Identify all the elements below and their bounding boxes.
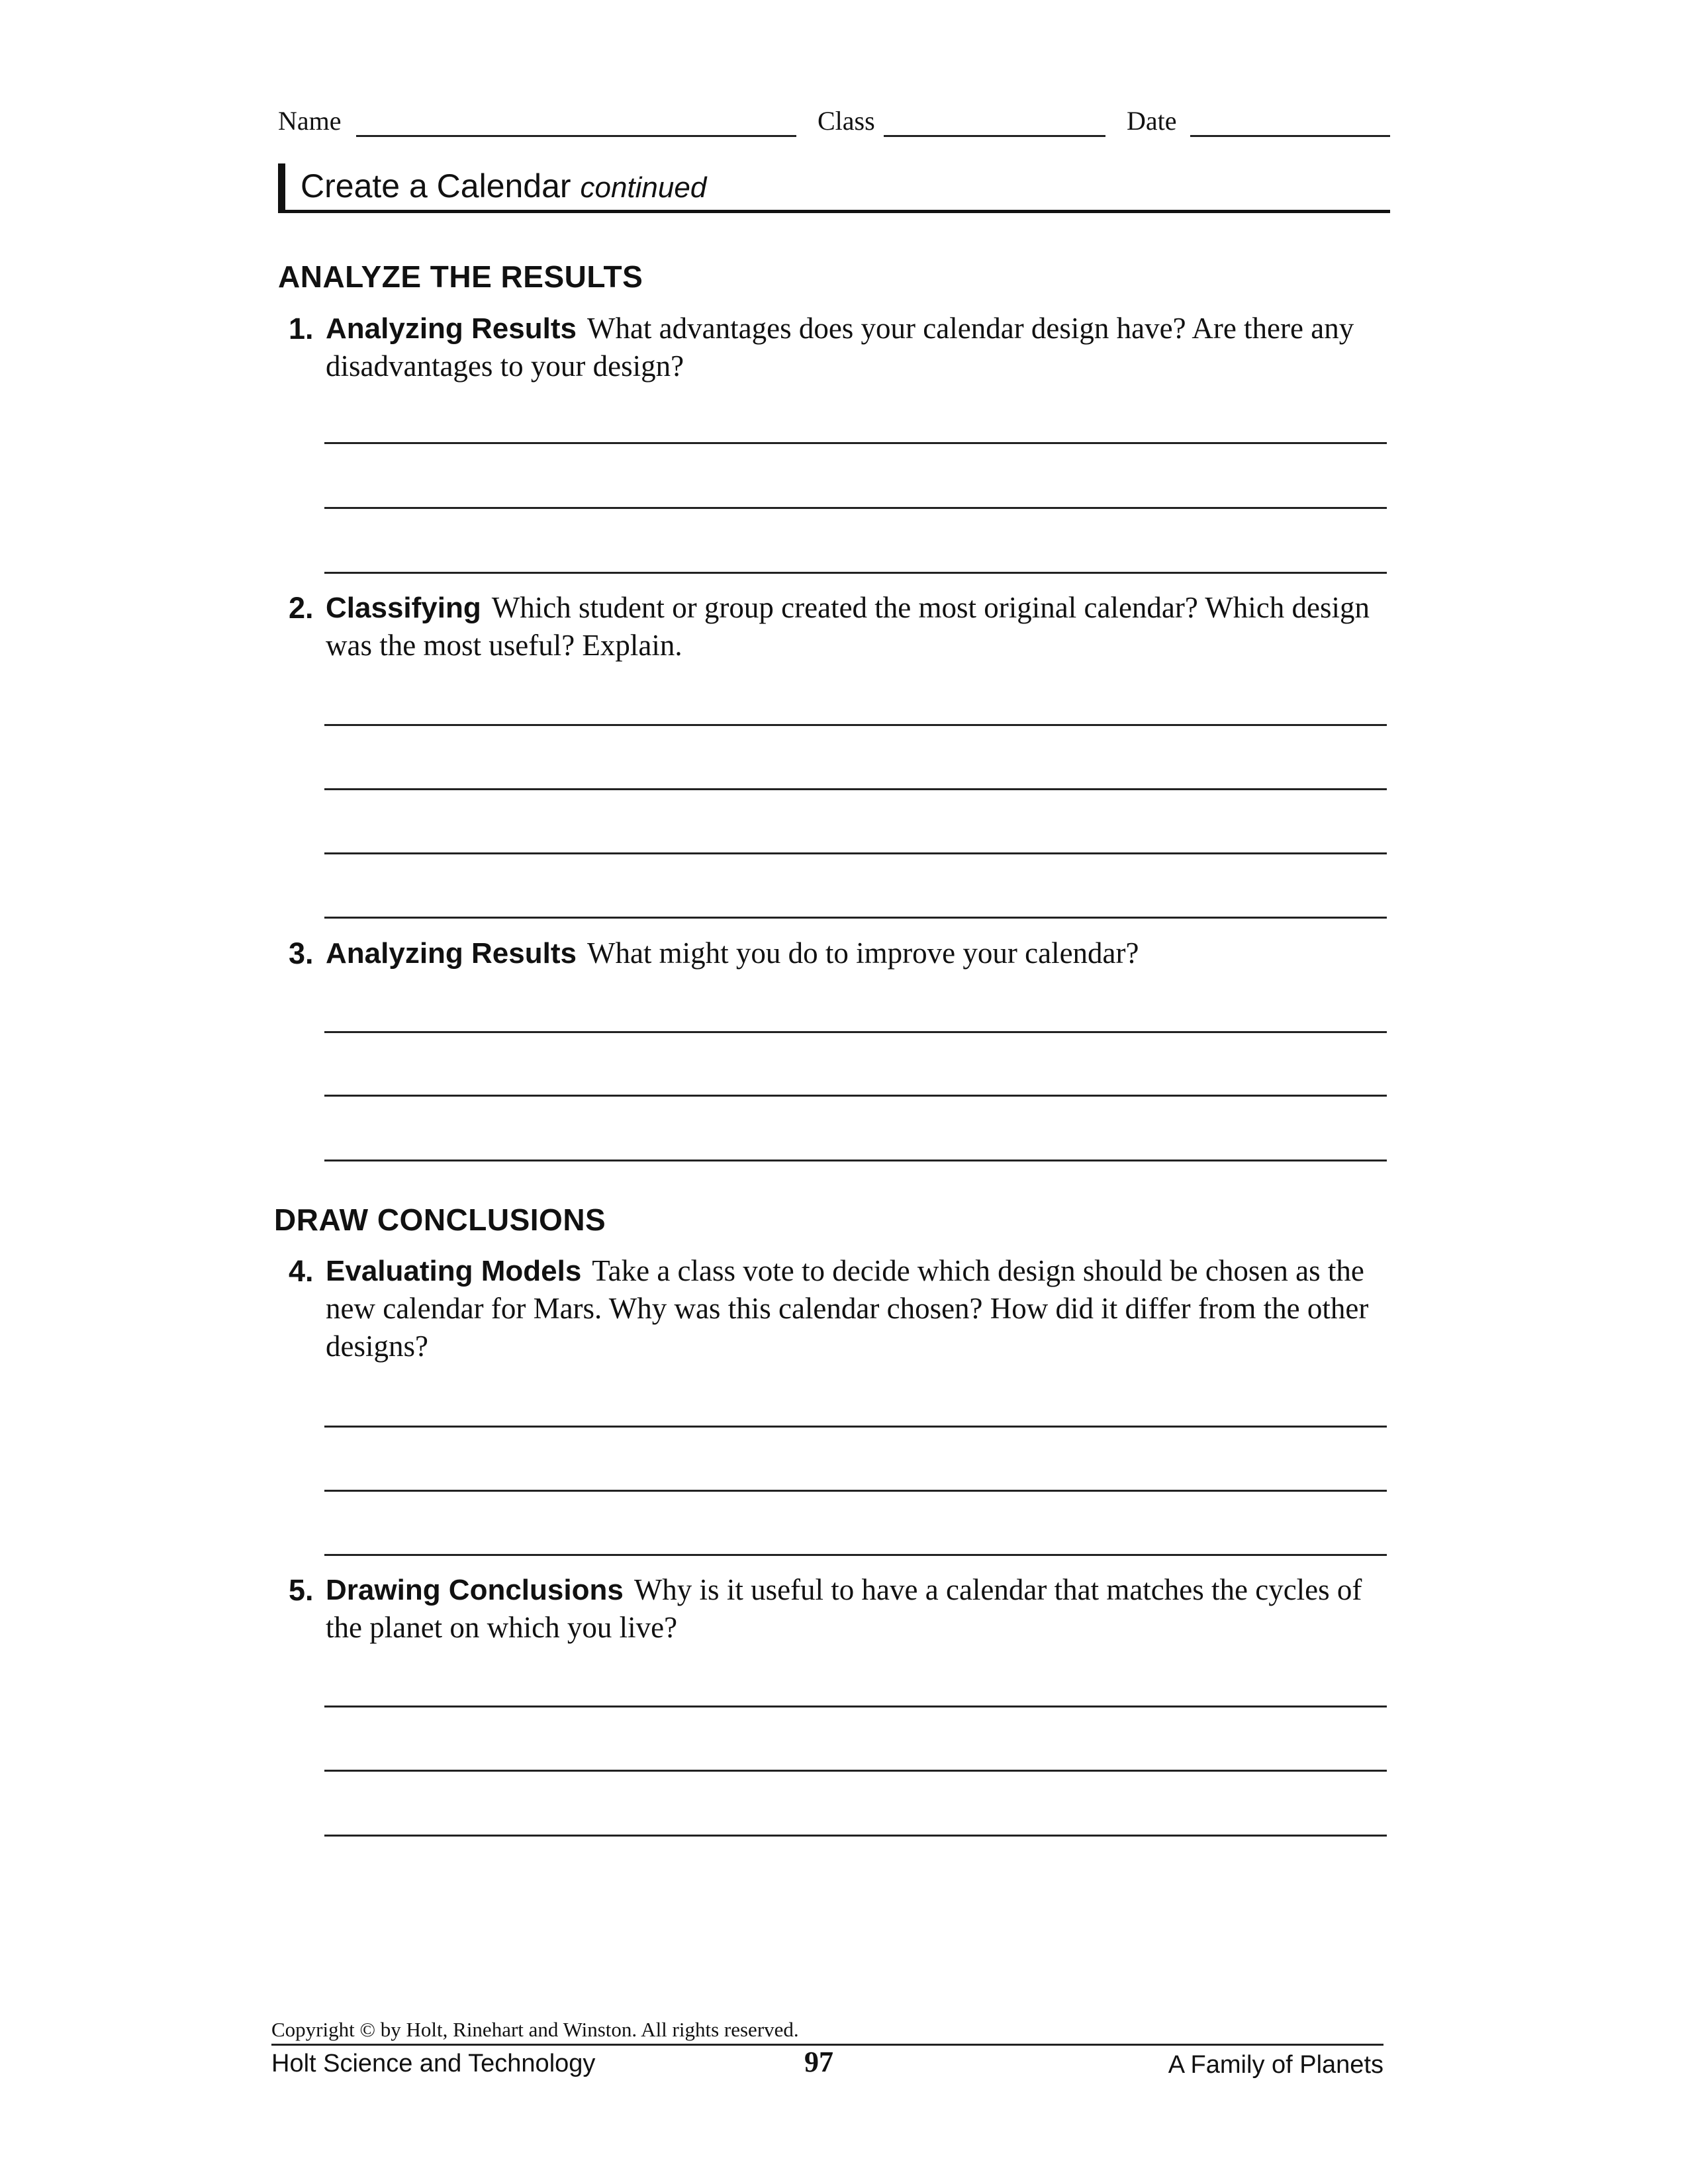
answer-line[interactable] bbox=[324, 1426, 1387, 1428]
title-bar bbox=[278, 161, 1390, 213]
answer-line[interactable] bbox=[324, 1160, 1387, 1161]
question-5 bbox=[289, 1571, 1401, 1647]
section-heading-analyze: ANALYZE THE RESULTS bbox=[278, 259, 643, 294]
publisher-name: Holt Science and Technology bbox=[271, 2050, 596, 2077]
answer-line[interactable] bbox=[324, 1031, 1387, 1033]
date-field[interactable] bbox=[1190, 135, 1390, 137]
title-marker bbox=[278, 163, 285, 210]
answer-line[interactable] bbox=[324, 442, 1387, 444]
title-continued: continued bbox=[580, 171, 707, 204]
question-text: Take a class vote to decide which design should be chosen as the new calendar for Mars. Why was this calendar chosen? How did it differ from the other designs? bbox=[326, 1254, 1369, 1363]
page-number: 97 bbox=[804, 2046, 833, 2078]
answer-line[interactable] bbox=[324, 1095, 1387, 1097]
section-heading-draw: DRAW CONCLUSIONS bbox=[274, 1203, 606, 1237]
name-label: Name bbox=[278, 106, 342, 136]
question-number: 4. bbox=[289, 1254, 314, 1288]
question-text: Why is it useful to have a calendar that matches the cycles of the planet on which you live? bbox=[326, 1573, 1362, 1644]
copyright-notice: Copyright © by Holt, Rinehart and Winston. All rights reserved. bbox=[271, 2018, 799, 2041]
answer-line[interactable] bbox=[324, 507, 1387, 509]
question-2 bbox=[289, 589, 1401, 664]
answer-line[interactable] bbox=[324, 788, 1387, 790]
date-label: Date bbox=[1127, 106, 1177, 136]
class-field[interactable] bbox=[884, 135, 1105, 137]
title-main: Create a Calendar bbox=[301, 167, 571, 205]
answer-line[interactable] bbox=[324, 1554, 1387, 1556]
answer-line[interactable] bbox=[324, 917, 1387, 919]
question-skill: Analyzing Results bbox=[326, 937, 577, 970]
question-number: 5. bbox=[289, 1573, 314, 1607]
answer-line[interactable] bbox=[324, 572, 1387, 574]
chapter-title: A Family of Planets bbox=[1168, 2051, 1383, 2079]
question-skill: Classifying bbox=[326, 592, 481, 624]
question-text: What might you do to improve your calendar? bbox=[586, 936, 1139, 970]
question-number: 2. bbox=[289, 591, 314, 625]
question-text: What advantages does your calendar design have? Are there any disadvantages to your design? bbox=[326, 312, 1354, 383]
question-number: 1. bbox=[289, 312, 314, 345]
question-1 bbox=[289, 310, 1401, 385]
answer-line[interactable] bbox=[324, 1835, 1387, 1837]
question-text: Which student or group created the most original calendar? Which design was the most useful? Explain. bbox=[326, 591, 1370, 662]
class-label: Class bbox=[818, 106, 875, 136]
answer-line[interactable] bbox=[324, 1770, 1387, 1772]
name-field[interactable] bbox=[356, 135, 796, 137]
page-title bbox=[301, 166, 706, 208]
answer-line[interactable] bbox=[324, 724, 1387, 726]
question-4 bbox=[289, 1252, 1401, 1365]
question-skill: Drawing Conclusions bbox=[326, 1574, 624, 1606]
question-3 bbox=[289, 934, 1401, 972]
question-skill: Analyzing Results bbox=[326, 312, 577, 345]
answer-line[interactable] bbox=[324, 1490, 1387, 1492]
question-skill: Evaluating Models bbox=[326, 1255, 582, 1287]
answer-line[interactable] bbox=[324, 852, 1387, 854]
answer-line[interactable] bbox=[324, 1706, 1387, 1707]
question-number: 3. bbox=[289, 936, 314, 970]
